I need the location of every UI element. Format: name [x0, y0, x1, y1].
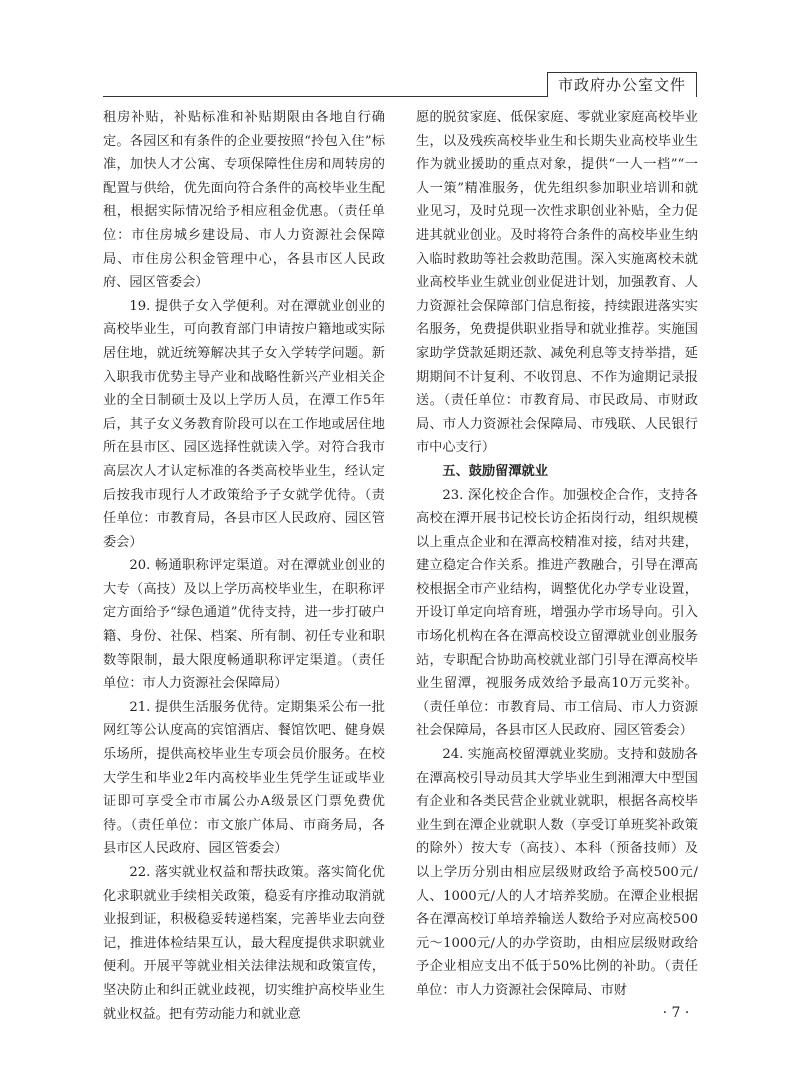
left-column [103, 106, 385, 1026]
paragraph: 23. 深化校企合作。加强校企合作，支持各高校在潭开展书记校长访企拓岗行动，组织规模以上重点企业和在潭高校精准对接，结对共建，建立稳定合作关系。推进产教融合，引导在潭高校根据全市产业结构，调整优化办学专业设置，开设订单定向培育班，增强办学市场导向。引入市场化机构在各在潭高校设立留潭就业创业服务站，专职配合协助高校就业部门引导在潭高校毕业生留潭，视服务成效给予最高10万元奖补。（责任单位：市教育局、市工信局、市人力资源社会保障局，各县市区人民政府、园区管委会） [416, 487, 698, 739]
page-header [0, 72, 793, 98]
continued-paragraph: 愿的脱贫家庭、低保家庭、零就业家庭高校毕业生，以及残疾高校毕业生和长期失业高校毕业生作为就业援助的重点对象，提供“一人一档”“一人一策”精准服务，优先组织参加职业培训和就业见习，及时兑现一次性求职创业补贴，全力促进其就业创业。及时将符合条件的高校毕业生纳入临时救助等社会救助范围。深入实施离校未就业高校毕业生就业创业促进计划，加强教育、人力资源社会保障部门信息衔接，持续跟进落实实名服务，免费提供职业指导和就业推荐。实施国家助学贷款延期还款、减免利息等支持举措，延期期间不计复利、不收罚息、不作为逾期记录报送。（责任单位：市教育局、市民政局、市财政局、市人力资源社会保障局、市残联、人民银行市中心支行） [416, 110, 698, 456]
header-title: 市政府办公室文件 [547, 72, 697, 97]
paragraph: 21. 提供生活服务优待。定期集采公布一批网红等公认度高的宾馆酒店、餐馆饮吧、健身娱乐场所，提供高校毕业生专项会员价服务。在校大学生和毕业2年内高校毕业生凭学生证或毕业证即可享受全市市属公办A级景区门票免费优待。（责任单位：市文旅广体局、市商务局，各县市区人民政府、园区管委会） [103, 699, 385, 857]
paragraph: 22. 落实就业权益和帮扶政策。落实简化优化求职就业手续相关政策，稳妥有序推动取消就业报到证，积极稳妥转递档案，完善毕业去向登记，推进体检结果互认，最大程度提供求职就业便利。开展平等就业相关法律法规和政策宣传，坚决防止和纠正就业歧视，切实维护高校毕业生就业权益。把有劳动能力和就业意 [103, 865, 385, 1022]
paragraph: 20. 畅通职称评定渠道。对在潭就业创业的大专（高技）及以上学历高校毕业生，在职称评定方面给予“绿色通道”优待支持，进一步打破户籍、身份、社保、档案、所有制、初任专业和职数等限制，最大限度畅通职称评定渠道。（责任单位：市人力资源社会保障局） [103, 558, 385, 692]
paragraph: 24. 实施高校留潭就业奖励。支持和鼓励各在潭高校引导动员其大学毕业生到湘潭大中型国有企业和各类民营企业就业就职，根据各高校毕业生到在潭企业就职人数（享受订单班奖补政策的除外）按大专（高技）、本科（预备技师）及以上学历分别由相应层级财政给予高校500元/人、1000元/人的人才培养奖励。在潭企业根据各在潭高校订单培养输送人数给予对应高校500元～1000元/人的办学资助，由相应层级财政给予企业相应支出不低于50%比例的补助。（责任单位：市人力资源社会保障局、市财 [416, 747, 698, 998]
section-heading: 五、鼓励留潭就业 [442, 463, 548, 479]
right-column [416, 106, 698, 1003]
paragraph: 19. 提供子女入学便利。对在潭就业创业的高校毕业生，可向教育部门申请按户籍地或实际居住地，就近统筹解决其子女入学转学问题。新入职我市优势主导产业和战略性新兴产业相关企业的全日制硕士及以上学历人员，在潭工作5年后，其子女义务教育阶段可以在工作地或居住地所在县市区、园区选择性就读入学。对符合我市高层次人才认定标准的各类高校毕业生，经认定后按我市现行人才政策给予子女就学优待。（责任单位：市教育局，各县市区人民政府、园区管委会） [103, 298, 385, 550]
continued-paragraph: 租房补贴，补贴标准和补贴期限由各地自行确定。各园区和有条件的企业要按照“拎包入住”标准，加快人才公寓、专项保障性住房和周转房的配置与供给，优先面向符合条件的高校毕业生配租，根据实际情况给予相应租金优惠。（责任单位：市住房城乡建设局、市人力资源社会保障局、市住房公积金管理中心，各县市区人民政府、园区管委会） [103, 110, 385, 291]
page-number: · 7 · [662, 1005, 690, 1021]
